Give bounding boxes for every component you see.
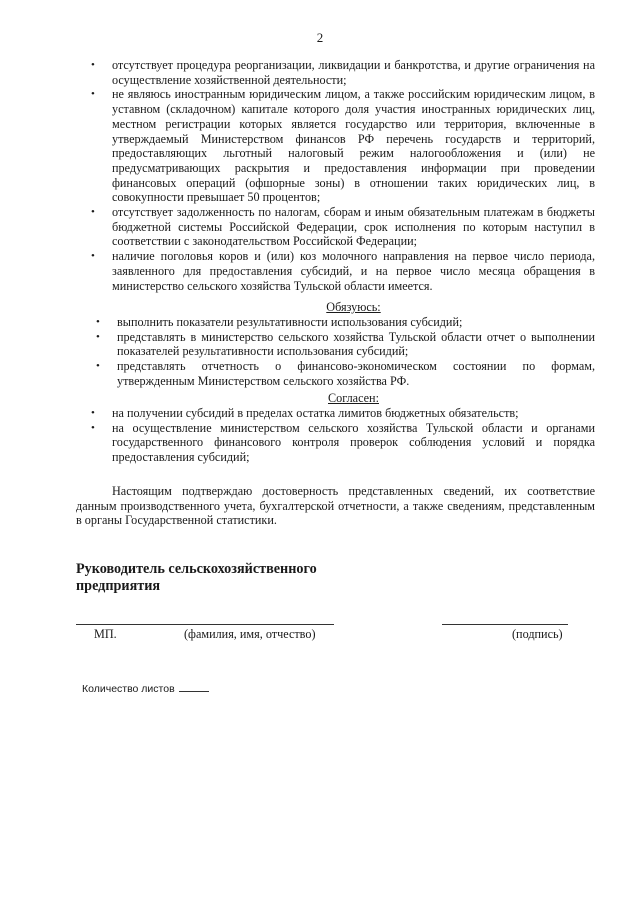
agree-header: Согласен:	[328, 391, 379, 405]
head-title: Руководитель сельскохозяйственного предприятия	[76, 561, 317, 594]
bullet-icon: •	[91, 59, 95, 71]
list-item: • на осуществление министерством сельского хозяйства Тульской области и органами государственного финансового контроля проверок соблюдения условий и порядка предоставления субсидий;	[91, 420, 595, 465]
bullet-icon: •	[91, 250, 95, 263]
confirmation-paragraph: Настоящим подтверждаю достоверность представленных сведений, их соответствие данным производственного учета, бухгалтерской отчетности, а также сведениям, представленным в органы Государственной статистики.	[76, 484, 595, 528]
list-item: • отсутствует задолженность по налогам, сборам и иным обязательным платежам в бюджеты бюджетной системы Российской Федерации, срок исполнения по которым наступил в соответствии с законодательством Российской Федерации;	[91, 205, 595, 249]
bullet-icon: •	[91, 206, 95, 219]
page-number: 2	[316, 30, 324, 45]
list-item: • представлять в министерство сельского хозяйства Тульской области отчет о выполнении показателей результативности использования субсидий;	[96, 329, 595, 359]
sheets-count-blank	[179, 682, 209, 692]
bullet-icon: •	[96, 330, 100, 343]
bullet-icon: •	[91, 421, 95, 434]
list-item: • на получении субсидий в пределах остатка лимитов бюджетных обязательств;	[91, 406, 519, 420]
list-item: • не являюсь иностранным юридическим лицом, а также российским юридическим лицом, в уставном (складочном) капитале которого доля участия иностранных юридических лиц, местном регистрации которых является государство или территория, включенные в утверждаемый Министерством финансов РФ перечень государств и территорий, предоставляющих льготный налоговый режим налогообложения и (или) не предусматривающих раскрытия и предоставления информации при проведении финансовых операций (офшорные зоны) в отношении таких юридических лиц, в совокупности превышает 50 процентов;	[91, 87, 595, 205]
list-item: • представлять отчетность о финансово-экономическом состоянии по формам, утвержденным Министерством сельского хозяйства РФ.	[96, 359, 595, 388]
fio-label: (фамилия, имя, отчество)	[184, 627, 316, 641]
bullet-icon: •	[96, 360, 100, 373]
signature-label: (подпись)	[512, 627, 563, 641]
stamp-label: МП.	[94, 627, 117, 641]
signature-line	[442, 624, 568, 625]
list-item: • отсутствует процедура реорганизации, ликвидации и банкротства, и другие ограничения на осуществление хозяйственной деятельности;	[91, 58, 595, 87]
list-item: • наличие поголовья коров и (или) коз молочного направления на первое число периода, заявленного для предоставления субсидий, и на первое число месяца обращения в министерство сельского хозяйства Тульской области имеется.	[91, 249, 595, 293]
fio-signature-line	[76, 624, 334, 625]
obligations-header: Обязуюсь:	[326, 300, 381, 314]
bullet-icon: •	[91, 407, 95, 419]
list-item: • выполнить показатели результативности использования субсидий;	[96, 315, 463, 329]
sheets-label: Количество листов	[82, 683, 175, 695]
bullet-icon: •	[96, 316, 100, 328]
declarations-list	[91, 58, 595, 293]
agreements-list	[91, 406, 595, 465]
sheets-count	[82, 682, 209, 695]
bullet-icon: •	[91, 88, 95, 101]
obligations-list	[96, 315, 595, 389]
